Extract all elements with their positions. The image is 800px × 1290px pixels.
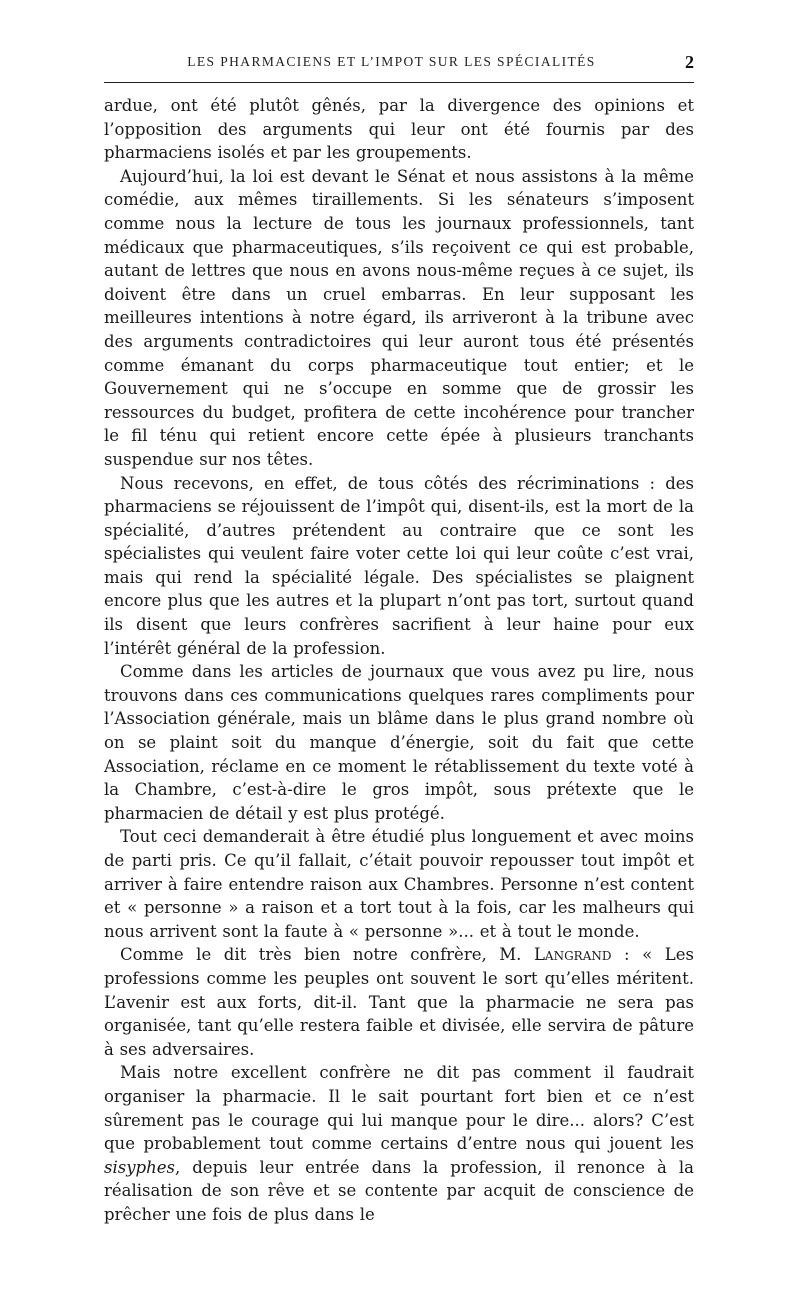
paragraph-4: Comme dans les articles de journaux que vous avez pu lire, nous trouvons dans ces communications quelques rares compliments pour l’Association générale, mais un blâme dans le plus grand nombre où on se plaint soit du manque d’énergie, soit du fait que cette Association, réclame en ce moment le rétablissement du texte voté à la Chambre, c’est-à-dire le gros impôt, sous prétexte que le pharmacien de détail y est plus protégé. [104,662,694,823]
running-title: LES PHARMACIENS ET L’IMPOT SUR LES SPÉCIALITÉS [187,54,596,69]
paragraph-7-lead: Mais notre excellent confrère ne dit pas comment il faudrait organiser la pharmacie. Il le sait pourtant fort bien et ce n’est sûrement pas le courage qui lui manque pour le dire... alors? C’est que probablement tout comme certains d’entre nous qui jouent les [104,1063,694,1154]
paragraph-2: Aujourd’hui, la loi est devant le Sénat et nous assistons à la même comédie, aux mêmes tiraillements. Si les sénateurs s’imposent comme nous la lecture de tous les journaux professionnels, tant médicaux que pharmaceutiques, s’ils reçoivent ce qui est probable, autant de lettres que nous en avons nous-même reçues à ce sujet, ils doivent être dans un cruel embarras. En leur supposant les meilleures intentions à notre égard, ils arriveront à la tribune avec des arguments contradictoires qui leur auront tous été présentés comme émanant du corps pharmaceutique tout entier; et le Gouvernement qui ne s’occupe en somme que de grossir les ressources du budget, profitera de cette incohérence pour trancher le fil ténu qui retient encore cette épée à plusieurs tranchants suspendue sur nos têtes. [104,166,694,469]
author-name: Langrand [533,945,612,965]
header-rule [104,82,694,83]
body-text [104,94,694,1227]
page-number: 2 [685,52,694,72]
paragraph-3: Nous recevons, en effet, de tous côtés des récriminations : des pharmaciens se réjouissent de l’impôt qui, disent-ils, est la mort de la spécialité, d’autres prétendent au contraire que ce sont les spécialistes qui veulent faire voter cette loi qui leur coûte c’est vrai, mais qui rend la spécialité légale. Des spécialistes se plaignent encore plus que les autres et la plupart n’ont pas tort, surtout quand ils disent que leurs confrères sacrifient à leur haine pour eux l’intérêt général de la profession. [104,473,694,658]
paragraph-7 [104,1061,694,1226]
paragraph-6-quote: : « Les professions comme les peuples ont souvent le sort qu’elles méritent. L’avenir est aux forts, dit-il. Tant que la pharmacie ne sera pas organisée, tant qu’elle restera faible et divisée, elle servira de pâture à ses adversaires. [104,945,694,1059]
running-head [104,52,694,74]
paragraph-1: ardue, ont été plutôt gênés, par la divergence des opinions et l’opposition des arguments qui leur ont été fournis par des pharmaciens isolés et par les groupements. [104,96,694,163]
italic-term: sisyphes [104,1157,175,1177]
paragraph-6 [104,943,694,1061]
paragraph-7-tail: , depuis leur entrée dans la profession, il renonce à la réalisation de son rêve et se contente par acquit de conscience de prêcher une fois de plus dans le [104,1157,694,1224]
paragraph-5: Tout ceci demanderait à être étudié plus longuement et avec moins de parti pris. Ce qu’il fallait, c’était pouvoir repousser tout impôt et arriver à faire entendre raison aux Chambres. Personne n’est content et « personne » a raison et a tort tout à la fois, car les malheurs qui nous arrivent sont la faute à « personne »... et à tout le monde. [104,827,694,941]
paragraph-6-lead: Comme le dit très bien notre confrère, M. [120,945,534,965]
